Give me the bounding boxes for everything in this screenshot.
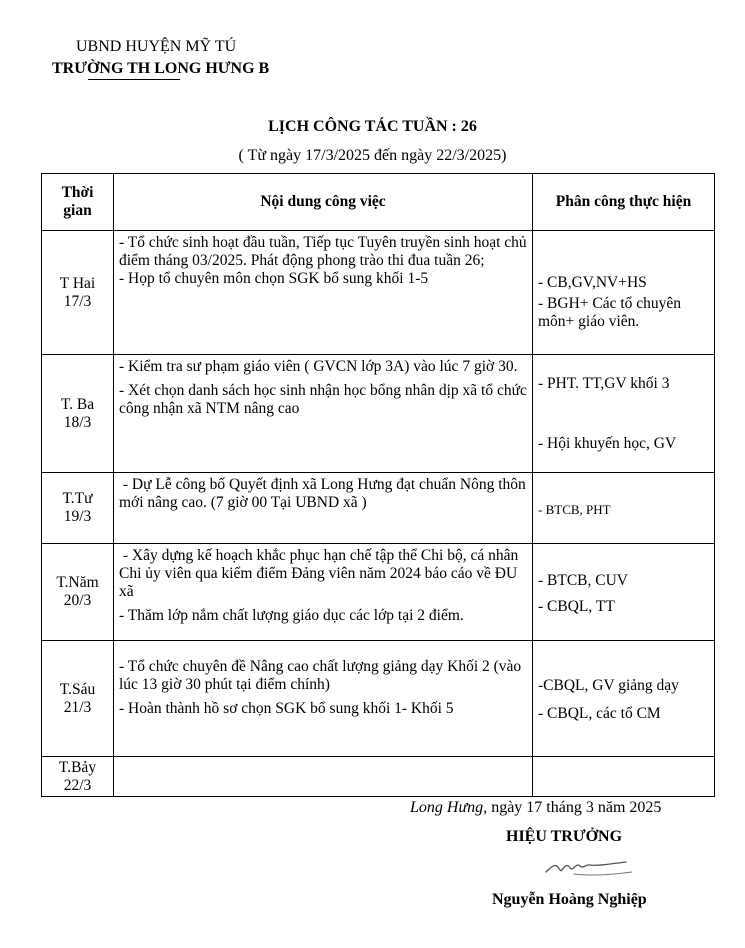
document-date-range: ( Từ ngày 17/3/2025 đến ngày 22/3/2025)	[238, 147, 507, 164]
place-name: Long Hưng	[410, 799, 484, 816]
signature-icon	[540, 850, 640, 882]
content-cell: - Dự Lễ công bố Quyết định xã Long Hưng đạt chuẩn Nông thôn mới nâng cao. (7 giờ 00 Tại UBND xã )	[114, 473, 533, 544]
assign-cell: -CBQL, GV giảng dạy - CBQL, các tổ CM	[533, 641, 715, 757]
table-header-row	[42, 174, 715, 231]
assign-cell: - CB,GV,NV+HS - BGH+ Các tổ chuyên môn+ giáo viên.	[533, 231, 715, 355]
assign-cell: - PHT. TT,GV khối 3 - Hội khuyến học, GV	[533, 355, 715, 473]
table-row	[42, 473, 715, 544]
day-cell: T.Tư 19/3	[42, 473, 114, 544]
header-assign: Phân công thực hiện	[533, 174, 715, 231]
day-cell: T.Sáu 21/3	[42, 641, 114, 757]
org-name: UBND HUYỆN MỸ TÚ	[76, 38, 237, 55]
table-row	[42, 544, 715, 641]
schedule-table	[41, 173, 715, 797]
content-cell	[114, 757, 533, 797]
assign-cell: - BTCB, CUV - CBQL, TT	[533, 544, 715, 641]
signer-name: Nguyễn Hoàng Nghiệp	[492, 891, 647, 908]
header-time: Thời gian	[42, 174, 114, 231]
day-cell: T. Ba 18/3	[42, 355, 114, 473]
school-underline	[88, 79, 180, 80]
school-name: TRƯỜNG TH LONG HƯNG B	[52, 60, 270, 77]
content-cell: - Kiểm tra sư phạm giáo viên ( GVCN lớp 3A) vào lúc 7 giờ 30. - Xét chọn danh sách học sinh nhận học bổng nhân dịp xã tổ chức công nhận xã NTM nâng cao	[114, 355, 533, 473]
document-title: LỊCH CÔNG TÁC TUẦN : 26	[268, 118, 477, 135]
day-cell: T Hai 17/3	[42, 231, 114, 355]
assign-cell: - BTCB, PHT	[533, 473, 715, 544]
content-cell: - Tổ chức chuyên đề Nâng cao chất lượng giảng dạy Khối 2 (vào lúc 13 giờ 30 phút tại điểm chính) - Hoàn thành hồ sơ chọn SGK bổ sung khối 1- Khối 5	[114, 641, 533, 757]
table-row	[42, 355, 715, 473]
place-date-line	[410, 799, 661, 817]
assign-cell	[533, 757, 715, 797]
day-cell: T.Năm 20/3	[42, 544, 114, 641]
sign-date: , ngày 17 tháng 3 năm 2025	[483, 799, 662, 816]
table-row	[42, 757, 715, 797]
table-row	[42, 641, 715, 757]
signer-title: HIỆU TRƯỞNG	[506, 828, 623, 845]
content-cell: - Tổ chức sinh hoạt đầu tuần, Tiếp tục Tuyên truyền sinh hoạt chủ điểm tháng 03/2025. Phát động phong trào thi đua tuần 26; - Họp tổ chuyên môn chọn SGK bổ sung khối 1-5	[114, 231, 533, 355]
day-cell: T.Bảy 22/3	[42, 757, 114, 797]
header-content: Nội dung công việc	[114, 174, 533, 231]
table-row	[42, 231, 715, 355]
content-cell: - Xây dựng kế hoạch khắc phục hạn chế tập thể Chi bộ, cá nhân Chi ủy viên qua kiểm điểm Đảng viên năm 2024 báo cáo về ĐU xã - Thăm lớp nắm chất lượng giáo dục các lớp tại 2 điểm.	[114, 544, 533, 641]
